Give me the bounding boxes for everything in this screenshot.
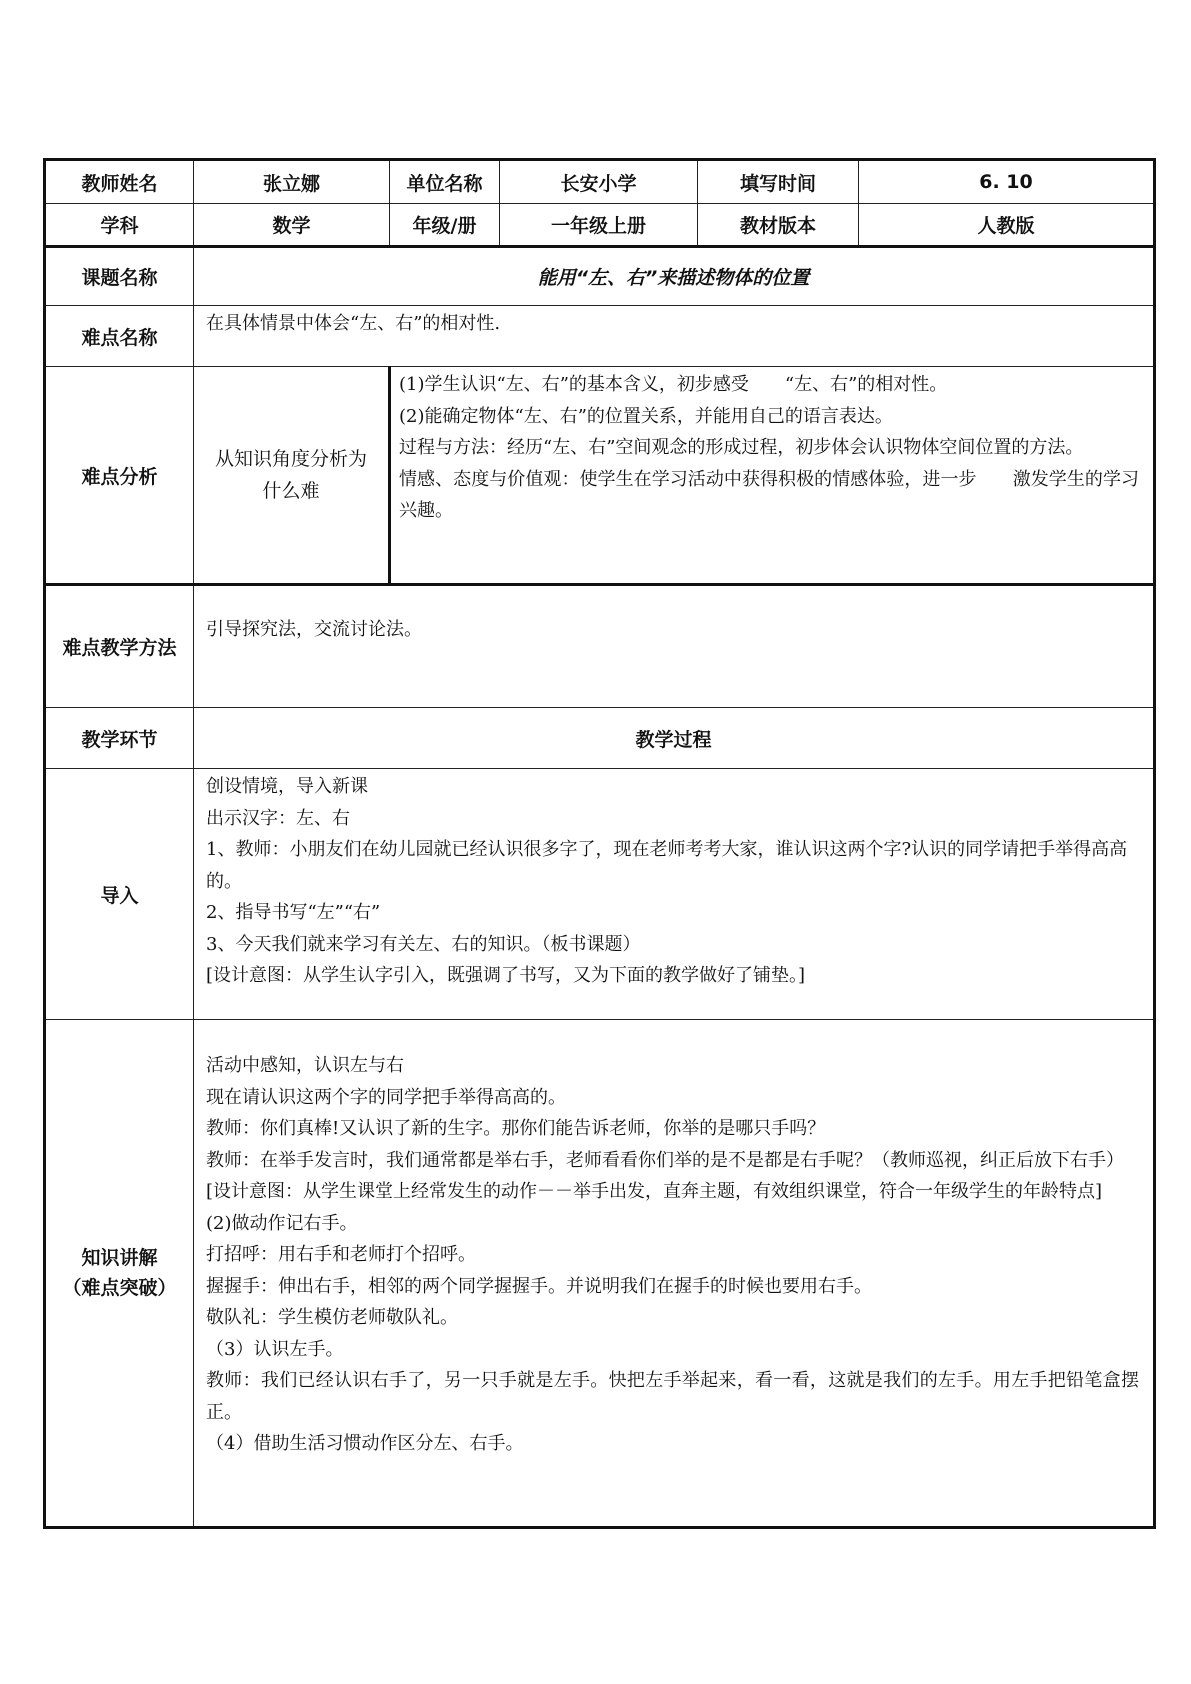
subject-value: 数学: [194, 204, 390, 247]
teacher-name-value: 张立娜: [194, 160, 390, 204]
intro-content: [194, 769, 1155, 1020]
grade-value: 一年级上册: [500, 204, 698, 247]
intro-line-5: 3、今天我们就来学习有关左、右的知识。（板书课题）: [206, 933, 641, 955]
fill-date-label: 填写时间: [698, 160, 859, 204]
teacher-name-label: 教师姓名: [45, 160, 194, 204]
knowledge-line-2: 现在请认识这两个字的同学把手举得高高的。: [206, 1086, 566, 1108]
subject-label: 学科: [45, 204, 194, 247]
process-header-value: 教学过程: [194, 708, 1155, 769]
analysis-row: [45, 367, 1155, 585]
analysis-content: [390, 367, 1155, 585]
analysis-sub-label-text: 从知识角度分析为什么难: [214, 448, 367, 502]
topic-label: 课题名称: [45, 247, 194, 306]
intro-label: 导入: [45, 769, 194, 1020]
topic-row: [45, 247, 1155, 306]
process-header-row: [45, 708, 1155, 769]
knowledge-line-9: 敬队礼：学生模仿老师敬队礼。: [206, 1307, 458, 1328]
method-label: 难点教学方法: [45, 585, 194, 708]
lesson-plan-table: [43, 158, 1156, 1529]
header-row-2: [45, 204, 1155, 247]
knowledge-label: [45, 1020, 194, 1528]
unit-name-label: 单位名称: [390, 160, 500, 204]
knowledge-line-5: [设计意图：从学生课堂上经常发生的动作－－举手出发，直奔主题，有效组织课堂，符合一年级学生的年龄特点]: [206, 1181, 1103, 1202]
difficulty-row: [45, 306, 1155, 367]
method-row: [45, 585, 1155, 708]
analysis-line-1: (1)学生认识“左、右”的基本含义，初步感受 “左、右”的相对性。: [399, 374, 948, 395]
intro-line-2: 出示汉字：左、右: [206, 807, 350, 829]
knowledge-line-7: 打招呼：用右手和老师打个招呼。: [206, 1244, 476, 1265]
intro-line-3: 1、教师：小朋友们在幼儿园就已经认识很多字了，现在老师考考大家，谁认识这两个字?认识的同学请把手举得高高的。: [206, 839, 1128, 892]
grade-label: 年级/册: [390, 204, 500, 247]
analysis-line-3: 过程与方法：经历“左、右”空间观念的形成过程，初步体会认识物体空间位置的方法。: [399, 437, 1084, 458]
topic-value: 能用“左、右”来描述物体的位置: [194, 247, 1155, 306]
difficulty-label: 难点名称: [45, 306, 194, 367]
process-header-label: 教学环节: [45, 708, 194, 769]
intro-line-4: 2、指导书写“左”“右”: [206, 902, 381, 923]
method-text: 引导探究法，交流讨论法。: [206, 619, 422, 640]
edition-label: 教材版本: [698, 204, 859, 247]
intro-row: [45, 769, 1155, 1020]
knowledge-line-8: 握握手：伸出右手，相邻的两个同学握握手。并说明我们在握手的时候也要用右手。: [206, 1275, 872, 1297]
edition-value: 人教版: [859, 204, 1155, 247]
fill-date-value: 6. 10: [859, 160, 1155, 204]
header-row-1: [45, 160, 1155, 204]
knowledge-label-line-1: 知识讲解: [81, 1247, 158, 1269]
lesson-plan-page: [43, 158, 1153, 1529]
knowledge-line-10: （3）认识左手。: [206, 1338, 344, 1360]
analysis-line-4: 情感、态度与价值观：使学生在学习活动中获得积极的情感体验，进一步 激发学生的学习兴趣。: [399, 468, 1139, 521]
knowledge-line-11: 教师：我们已经认识右手了，另一只手就是左手。快把左手举起来，看一看，这就是我们的左手。用左手把铅笔盒摆正。: [206, 1370, 1139, 1423]
difficulty-value: [194, 306, 1155, 367]
knowledge-line-3: 教师：你们真棒!又认识了新的生字。那你们能告诉老师，你举的是哪只手吗？: [206, 1118, 826, 1139]
knowledge-row: [45, 1020, 1155, 1528]
analysis-line-2: (2)能确定物体“左、右”的位置关系，并能用自己的语言表达。: [399, 405, 893, 427]
knowledge-line-6: (2)做动作记右手。: [206, 1212, 358, 1234]
knowledge-content: [194, 1020, 1155, 1528]
difficulty-text: 在具体情景中体会“左、右”的相对性.: [206, 313, 501, 334]
knowledge-line-4: 教师：在举手发言时，我们通常都是举右手，老师看看你们举的是不是都是右手呢？（教师巡视，纠正后放下右手）: [206, 1149, 1124, 1171]
analysis-label: 难点分析: [45, 367, 194, 585]
intro-line-1: 创设情境，导入新课: [206, 776, 368, 797]
knowledge-line-12: （4）借助生活习惯动作区分左、右手。: [206, 1433, 524, 1454]
intro-line-6: [设计意图：从学生认字引入，既强调了书写，又为下面的教学做好了铺垫。]: [206, 965, 806, 986]
method-value: [194, 585, 1155, 708]
analysis-sub-label: [194, 367, 390, 585]
knowledge-label-line-2: （难点突破）: [62, 1277, 177, 1299]
knowledge-line-1: 活动中感知，认识左与右: [206, 1055, 404, 1076]
unit-name-value: 长安小学: [500, 160, 698, 204]
